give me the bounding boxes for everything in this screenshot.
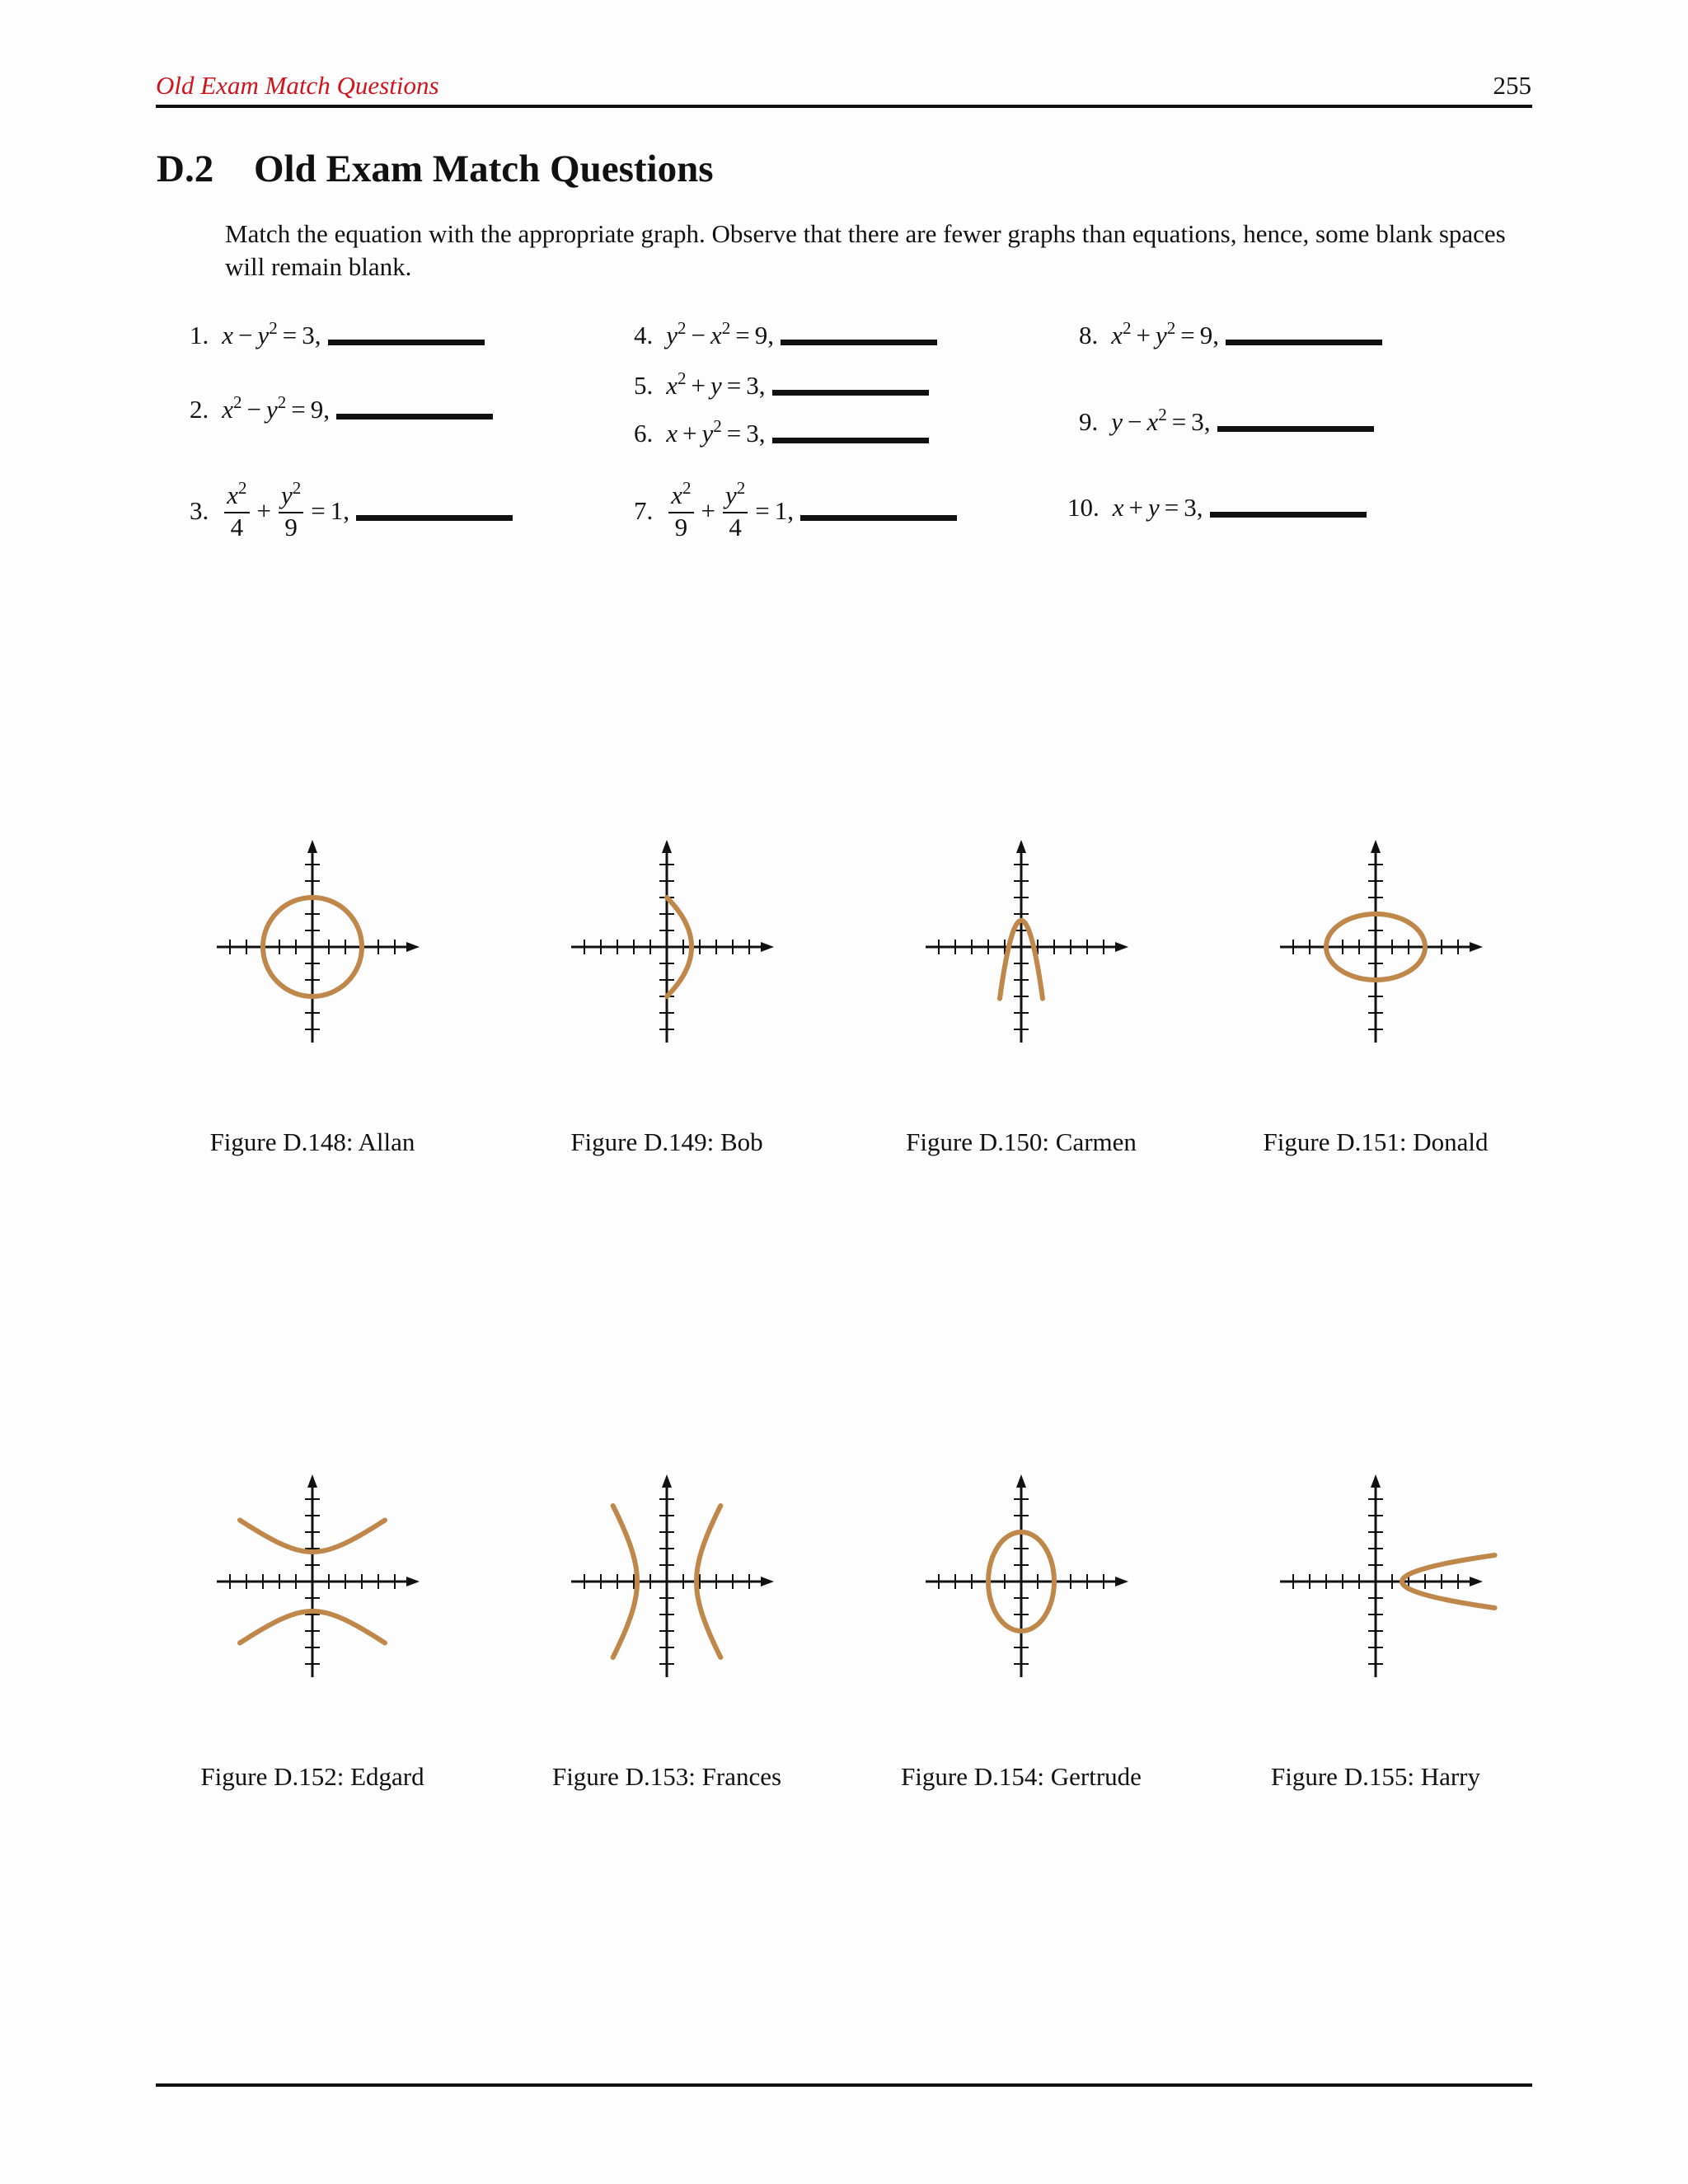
figure-caption: Figure D.153: Frances	[551, 1762, 782, 1791]
section-title: Old Exam Match Questions	[254, 148, 714, 190]
instructions: Match the equation with the appropriate graph. Observe that there are fewer graphs than equations, hence, some blank spaces will remain blank.	[225, 219, 1506, 281]
equation-7	[634, 478, 957, 544]
equation-expression: $x - y^2 = 3$,	[222, 318, 321, 349]
figure-caption: Figure D.148: Allan	[209, 1127, 415, 1156]
equation-expression: $y^2 - x^2 = 9$,	[666, 318, 774, 349]
equation-number: 4.	[634, 321, 654, 349]
figure-caption: Figure D.154: Gertrude	[901, 1762, 1142, 1791]
y-axis-arrow	[1371, 1474, 1381, 1488]
y-axis-arrow	[1371, 840, 1381, 853]
figure-caption: Figure D.152: Edgard	[200, 1762, 424, 1791]
x-axis-arrow	[761, 942, 774, 952]
equation-expression: $x + y^2 = 3$,	[666, 416, 766, 448]
equation-3	[190, 478, 513, 544]
figure-caption: Figure D.150: Carmen	[906, 1127, 1137, 1156]
x-axis-arrow	[1470, 1577, 1483, 1586]
x-axis-arrow	[1470, 942, 1483, 952]
y-axis-arrow	[307, 1474, 317, 1488]
answer-blank[interactable]	[1226, 340, 1382, 345]
answer-blank[interactable]	[772, 438, 929, 443]
x-axis-arrow	[1115, 1577, 1128, 1586]
answer-blank[interactable]	[328, 340, 485, 345]
y-axis-arrow	[1016, 840, 1026, 853]
figure-caption: Figure D.149: Bob	[570, 1127, 763, 1156]
equation-expression: $x^2 - y^2 = 9$,	[222, 392, 330, 424]
equation-expression: $x^2 + y = 3$,	[666, 368, 766, 400]
figure-caption: Figure D.155: Harry	[1271, 1762, 1480, 1791]
equation-expression: $\frac{x^2}{9}$ + $\frac{y^2}{4}$ = 1,	[666, 481, 794, 541]
y-axis-arrow	[307, 840, 317, 853]
answer-blank[interactable]	[1217, 426, 1374, 432]
graph-figure	[139, 766, 485, 1128]
equation-expression: x + y = 3,	[1112, 493, 1203, 522]
answer-blank[interactable]	[781, 340, 937, 345]
equation-number: 3.	[190, 496, 209, 525]
equation-expression: $\frac{x^2}{4}$ + $\frac{y^2}{9}$ = 1,	[222, 481, 349, 541]
equation-10	[1067, 487, 1367, 528]
footer-rule	[156, 2083, 1532, 2087]
page-number: 255	[1493, 71, 1531, 100]
y-axis-arrow	[662, 840, 672, 853]
graph-figure	[139, 1400, 485, 1763]
equation-expression: $y - x^2 = 3$,	[1111, 405, 1211, 436]
equation-number: 7.	[634, 496, 654, 525]
answer-blank[interactable]	[772, 390, 929, 396]
equation-2	[190, 389, 493, 430]
equation-8	[1079, 315, 1382, 356]
equation-9	[1079, 401, 1374, 443]
equation-expression: $x^2 + y^2 = 9$,	[1111, 318, 1219, 349]
graph-figure	[1203, 766, 1549, 1128]
graph-figure	[494, 1400, 840, 1763]
equation-5	[634, 365, 929, 406]
equation-number: 5.	[634, 371, 654, 400]
equation-number: 1.	[190, 321, 209, 349]
answer-blank[interactable]	[800, 515, 957, 521]
equation-6	[634, 413, 929, 454]
equation-number: 2.	[190, 395, 209, 424]
answer-blank[interactable]	[1210, 512, 1367, 518]
graph-figure	[1203, 1400, 1549, 1763]
answer-blank[interactable]	[356, 515, 513, 521]
running-header-title: Old Exam Match Questions	[156, 71, 439, 100]
answer-blank[interactable]	[336, 414, 493, 419]
equation-4	[634, 315, 937, 356]
header-rule	[156, 105, 1532, 108]
equation-number: 10.	[1067, 493, 1100, 522]
section-heading	[157, 147, 714, 191]
x-axis-arrow	[1115, 942, 1128, 952]
x-axis-arrow	[761, 1577, 774, 1586]
figure-caption: Figure D.151: Donald	[1263, 1127, 1489, 1156]
x-axis-arrow	[406, 1577, 420, 1586]
equation-number: 9.	[1079, 407, 1099, 436]
section-number: D.2	[157, 148, 214, 190]
x-axis-arrow	[406, 942, 420, 952]
equation-number: 8.	[1079, 321, 1099, 349]
equation-1	[190, 315, 485, 356]
graph-figure	[848, 766, 1194, 1128]
y-axis-arrow	[662, 1474, 672, 1488]
graph-figure	[494, 766, 840, 1128]
equation-number: 6.	[634, 419, 654, 448]
graph-figure	[848, 1400, 1194, 1763]
y-axis-arrow	[1016, 1474, 1026, 1488]
